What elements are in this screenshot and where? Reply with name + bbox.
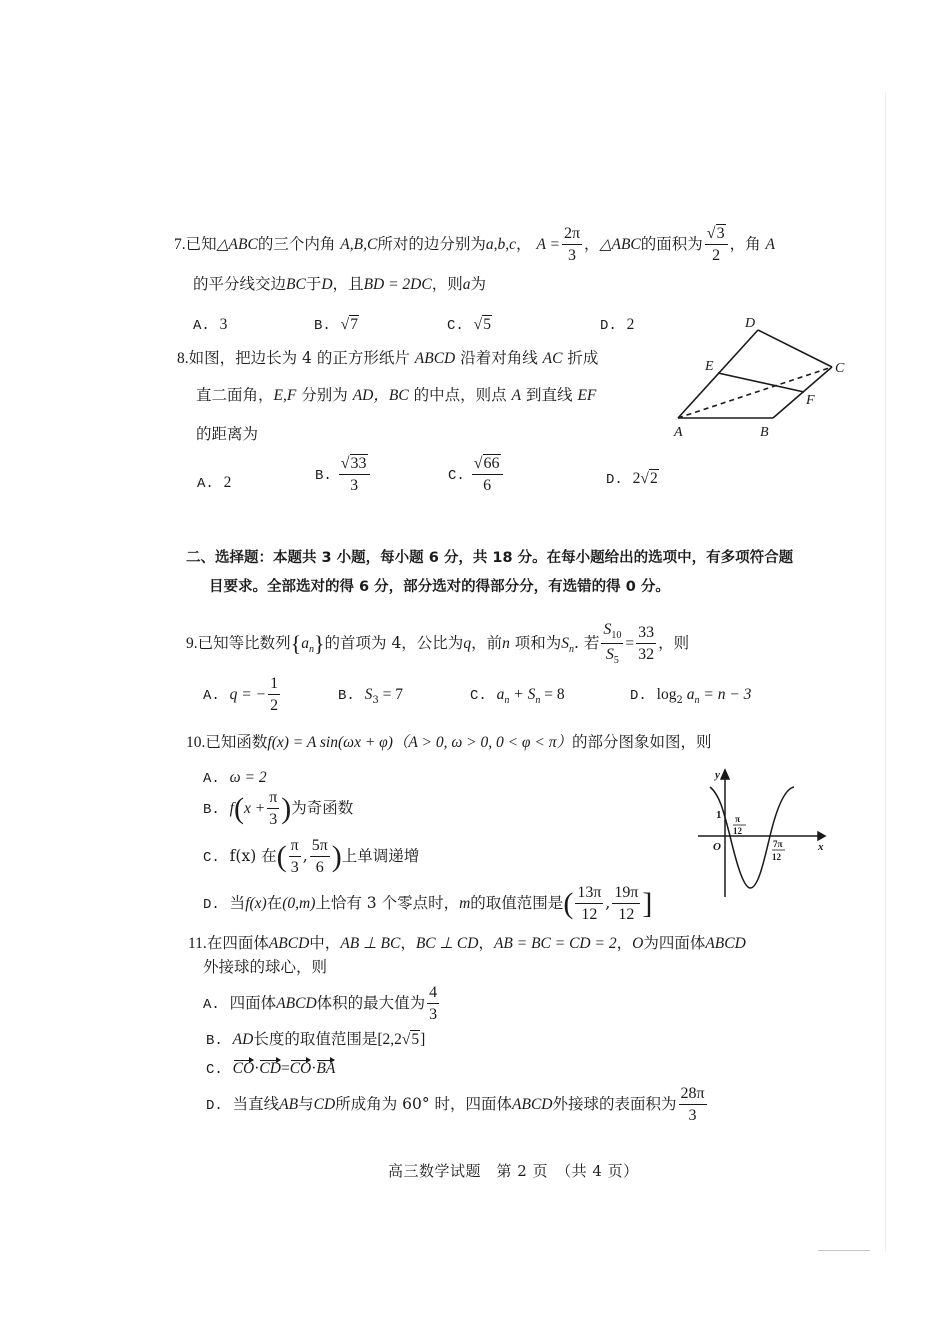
text: 长度的取值范围是: [253, 1030, 378, 1048]
math: S: [605, 646, 614, 663]
denominator: 12: [618, 906, 635, 923]
text: 所成角为 60° 时，四面体: [335, 1095, 513, 1113]
text: 的取值范围是: [470, 894, 564, 912]
text: . 若: [574, 634, 600, 652]
math: ABCD: [705, 935, 746, 952]
text: 体积的最大值为: [316, 994, 426, 1012]
q11-option-a: [203, 985, 441, 1023]
math: CD: [313, 1096, 336, 1113]
y-axis-label: y: [715, 769, 720, 781]
math: △ABC: [216, 236, 258, 253]
text: 上单调递增: [341, 847, 420, 865]
text: ，: [478, 934, 494, 952]
math: = 7: [378, 686, 404, 703]
numerator: [601, 622, 623, 644]
option-label: C.: [203, 850, 220, 866]
text: ，角: [729, 235, 761, 253]
math: (0,m): [282, 895, 316, 912]
math: [2,2: [377, 1031, 402, 1048]
fraction: [427, 985, 439, 1023]
question-number: 11.: [188, 935, 207, 952]
text: 于: [305, 275, 322, 293]
option-label: A.: [203, 688, 220, 704]
text: 四面体: [229, 994, 277, 1012]
q11-option-d: [206, 1086, 709, 1124]
math: S: [561, 635, 570, 652]
numerator: π: [267, 790, 279, 809]
q9-option-b: [338, 684, 403, 711]
text: 与: [298, 1095, 314, 1113]
equals: =: [280, 1060, 290, 1077]
denominator: 12: [581, 906, 598, 923]
math: AB = BC = CD = 2: [493, 935, 617, 952]
text: 在四面体: [206, 934, 269, 952]
text: 的首项为 4，公比为: [324, 634, 464, 652]
text: 为奇函数: [291, 799, 354, 817]
paren-open: (: [276, 840, 287, 873]
q11-option-c: [206, 1058, 335, 1080]
page-footer: 高三数学试题 第 2 页 （共 4 页）: [388, 1162, 639, 1180]
text: ，则: [431, 275, 463, 293]
math: A,B,C: [340, 236, 378, 253]
fraction: [636, 625, 656, 663]
x-tick-7pi12-num: 7π: [773, 839, 783, 849]
option-label: B.: [338, 688, 355, 704]
math: E,F: [273, 387, 297, 404]
denominator: 32: [638, 646, 655, 663]
numerator: 2π: [562, 226, 582, 245]
text: ，: [616, 934, 633, 952]
sqrt: √2: [640, 470, 658, 487]
q9-option-c: [470, 684, 565, 711]
q10-stem: [186, 732, 712, 753]
text: 所对的边分别为: [377, 235, 486, 253]
q8-line1: [177, 348, 598, 369]
option-label: D.: [203, 897, 220, 913]
fraction: [268, 676, 280, 714]
math: ABCD: [268, 935, 310, 952]
text: 当直线: [232, 1095, 280, 1113]
q7-line2: [193, 274, 486, 295]
q8-line3: [196, 424, 258, 444]
numerator: [472, 456, 503, 475]
denominator: 3: [688, 1107, 697, 1124]
vector-CO: CO: [232, 1060, 255, 1077]
q7-option-c: [447, 314, 492, 336]
text: 当: [229, 894, 246, 912]
label-A: A: [674, 425, 683, 440]
subscript: 5: [613, 655, 619, 666]
q7-option-d: [600, 314, 634, 336]
fraction: [339, 456, 370, 494]
text: 为四面体: [643, 934, 706, 952]
sqrt: √5: [473, 316, 491, 333]
option-label: D.: [606, 472, 623, 488]
x-tick-pi12-den: 12: [733, 826, 742, 836]
fraction: [472, 456, 503, 494]
numerator: 19π: [612, 885, 640, 904]
numerator: 5π: [310, 838, 330, 857]
fraction: [289, 838, 301, 876]
text: 的面积为: [640, 235, 703, 253]
radicand: 5: [411, 1031, 420, 1048]
math: A: [765, 236, 775, 253]
label-F: F: [806, 393, 815, 408]
brace-close: }: [313, 631, 325, 656]
math: f(x) 在: [229, 847, 277, 865]
fraction: [575, 885, 603, 923]
radicand: 7: [350, 316, 358, 333]
q9-option-a: [203, 676, 282, 714]
math: ABCD: [414, 350, 456, 367]
numerator: 1: [268, 676, 280, 695]
option-value: 3: [219, 316, 228, 333]
text: 在: [266, 894, 283, 912]
option-label: D.: [206, 1098, 223, 1114]
math: log: [656, 686, 677, 703]
math: x +: [243, 800, 266, 817]
q10-option-a: [203, 767, 267, 789]
q7-line1: [174, 226, 775, 264]
numerator: [705, 226, 728, 245]
math: a: [682, 686, 695, 703]
option-value: 2: [626, 316, 635, 333]
label-D: D: [745, 316, 756, 331]
math: a: [496, 686, 505, 703]
math: = n − 3: [699, 686, 752, 703]
denominator: 3: [269, 811, 278, 828]
paren-close: ): [281, 792, 292, 825]
label-B: B: [760, 425, 769, 440]
option-label: B.: [314, 318, 331, 334]
numerator: 28π: [679, 1086, 707, 1105]
q9-stem: [186, 622, 689, 666]
option-label: B.: [203, 802, 220, 818]
math: AD: [232, 1031, 254, 1048]
q7-option-a: [193, 314, 227, 336]
radicand: 66: [483, 455, 500, 472]
math: = 8: [540, 686, 565, 703]
fraction: [562, 226, 582, 264]
math: + S: [509, 686, 536, 703]
text: 的三个内角: [257, 235, 336, 253]
x-tick-7pi12-den: 12: [772, 852, 781, 862]
numerator: [339, 456, 370, 475]
math: （A > 0, ω > 0, 0 < φ < π）: [392, 734, 572, 751]
text: 的部分图象如图，则: [571, 733, 712, 751]
math: ω = 2: [229, 769, 267, 786]
radicand: 2: [649, 470, 658, 487]
numerator: 33: [636, 625, 656, 644]
subscript: 2: [676, 695, 683, 706]
label-E: E: [705, 359, 714, 374]
subscript: n: [694, 695, 700, 706]
q8-folded-square-figure: [665, 312, 855, 442]
text: 中，: [309, 934, 341, 952]
radicand: 5: [483, 316, 491, 333]
x-tick-pi12-num: π: [735, 814, 740, 824]
math: a: [462, 276, 471, 293]
math: ABCD: [276, 995, 317, 1012]
math: BC ⊥ CD: [415, 935, 479, 952]
denominator: 2: [712, 247, 721, 264]
paren-close: ): [331, 840, 342, 873]
option-label: C.: [206, 1062, 223, 1078]
text: 上恰有 3 个零点时，: [315, 894, 460, 912]
math: a,b,c: [485, 236, 516, 253]
math: A =: [536, 236, 560, 253]
q10-option-d: D. 当f(x)在(0,m)上恰有 3 个零点时，m的取值范围是( $\frac{13\pi}{12}$ , $\frac{19\pi}{12}$ ]: [203, 884, 653, 923]
question-number: 10.: [186, 734, 206, 751]
fraction: [310, 838, 330, 876]
numerator: 13π: [575, 885, 603, 904]
math: f: [229, 800, 234, 817]
math: q: [463, 635, 472, 652]
math: f(x): [245, 895, 267, 912]
math: m: [459, 895, 471, 912]
text: 为: [470, 275, 486, 293]
fraction: [601, 622, 623, 666]
math: ]: [420, 1031, 426, 1048]
math: q = −: [229, 686, 267, 703]
math: AB ⊥ BC: [340, 935, 401, 952]
subscript: n: [535, 695, 541, 706]
math: EF: [577, 387, 597, 404]
q8-option-d: [606, 468, 659, 490]
denominator: 6: [483, 477, 492, 494]
math: AD，: [352, 387, 389, 404]
text: ，则: [658, 634, 690, 652]
fraction: [612, 885, 640, 923]
x-axis-label: x: [818, 841, 824, 853]
sqrt: √7: [340, 316, 358, 333]
text: ，: [584, 235, 600, 253]
text: 如图，把边长为 4 的正方形纸片: [188, 349, 410, 367]
math: BD = 2DC: [363, 276, 432, 293]
denominator: 3: [429, 1006, 438, 1023]
dot: ·: [254, 1060, 260, 1077]
text: 已知等比数列: [197, 634, 291, 652]
math: AB: [279, 1096, 299, 1113]
text: 折成: [567, 349, 599, 367]
math: △ABC: [599, 236, 641, 253]
numerator: 4: [427, 985, 439, 1004]
option-label: A.: [193, 318, 210, 334]
option-label: A.: [203, 997, 220, 1013]
q10-option-c: C. f(x) 在( $\frac{\pi}{3}$ , $\frac{5\pi}{6}$ )上单调递增: [203, 837, 420, 876]
math: BC: [388, 387, 409, 404]
text: 的中点，则点: [413, 386, 507, 404]
dot: ·: [311, 1060, 317, 1077]
q10-sine-graph: [688, 765, 828, 900]
option-label: B.: [315, 468, 332, 484]
numerator: π: [289, 838, 301, 857]
math: O: [632, 935, 644, 952]
text: 外接球的表面积为: [552, 1095, 677, 1113]
q11-option-b: [206, 1029, 425, 1051]
paren-open: (: [233, 792, 244, 825]
scan-artifact: [818, 1250, 870, 1251]
subscript: 10: [611, 630, 622, 641]
denominator: 2: [270, 697, 279, 714]
fraction: [705, 226, 728, 264]
text: ，且: [332, 275, 364, 293]
option-label: C.: [447, 318, 464, 334]
text: ，前: [471, 634, 503, 652]
sqrt: √33: [340, 455, 367, 472]
denominator: 3: [350, 477, 359, 494]
sqrt: √3: [706, 225, 725, 242]
origin-label: O: [713, 841, 721, 853]
option-label: B.: [206, 1033, 223, 1049]
q8-line2: [196, 385, 596, 406]
y-tick-1: 1: [716, 809, 722, 821]
text: 的距离为: [196, 425, 259, 443]
q8-option-a: [197, 472, 231, 494]
paren-open: (: [563, 887, 574, 920]
option-label: D.: [630, 688, 647, 704]
text: 直二面角，: [196, 386, 274, 404]
text: 已知: [185, 235, 217, 253]
section2-heading-line1: 二、选择题：本题共 3 小题，每小题 6 分，共 18 分。在每小题给出的选项中，有多项符合题: [186, 550, 794, 566]
math: n: [502, 635, 510, 652]
option-label: A.: [197, 476, 214, 492]
option-label: C.: [448, 468, 465, 484]
brace-open: {: [290, 631, 302, 656]
subscript: n: [504, 695, 510, 706]
sqrt: √5: [401, 1031, 420, 1048]
math: BC: [286, 276, 306, 293]
vector-CD: CD: [259, 1060, 281, 1077]
text: ，: [515, 235, 532, 253]
subscript: n: [308, 644, 314, 655]
sqrt: √66: [473, 455, 500, 472]
fraction: [679, 1086, 707, 1124]
subscript: n: [569, 644, 575, 655]
q9-option-d: [630, 684, 751, 711]
denominator: 3: [290, 859, 299, 876]
fraction: [267, 790, 279, 828]
denominator: [606, 644, 619, 666]
label-C: C: [835, 361, 845, 376]
vector-BA: BA: [316, 1060, 336, 1077]
text: 项和为: [514, 634, 562, 652]
page-edge-rule: [885, 92, 886, 1252]
vector-CO: CO: [289, 1060, 312, 1077]
denominator: 6: [315, 859, 324, 876]
q11-line2: 外接球的球心，则: [203, 958, 328, 976]
section2-heading-line2: 目要求。全部选对的得 6 分，部分选对的得部分分，有选错的得 0 分。: [209, 579, 670, 595]
option-label: A.: [203, 771, 220, 787]
text: 到直线: [526, 386, 573, 404]
text: 的平分线交边: [193, 275, 287, 293]
equals: =: [625, 635, 635, 652]
math: AC: [542, 350, 563, 367]
option-value: 2: [223, 474, 232, 491]
denominator: 3: [568, 247, 576, 264]
radicand: 3: [716, 225, 725, 242]
option-label: D.: [600, 318, 617, 334]
text: 已知函数: [205, 733, 268, 751]
math: A: [511, 387, 522, 404]
q11-line1: [188, 933, 746, 954]
question-number: 9.: [186, 635, 198, 652]
math: D: [321, 276, 333, 293]
question-number: 7.: [174, 236, 186, 253]
q7-option-b: [314, 314, 359, 336]
q10-option-b: [203, 790, 353, 828]
option-label: C.: [470, 688, 487, 704]
q8-option-c: [448, 456, 505, 494]
coefficient: 2: [632, 470, 641, 487]
math: a: [301, 635, 309, 652]
math: S: [364, 686, 373, 703]
math: S: [603, 621, 612, 638]
math: ABCD: [512, 1096, 553, 1113]
q8-option-b: [315, 456, 372, 494]
question-number: 8.: [177, 350, 189, 367]
bracket-close: ]: [642, 887, 653, 920]
math: f(x) = A sin(ωx + φ): [267, 734, 393, 751]
text: 沿着对角线: [460, 349, 538, 367]
text: ，: [400, 934, 416, 952]
subscript: 3: [372, 695, 379, 706]
radicand: 33: [350, 455, 367, 472]
text: 分别为: [301, 386, 348, 404]
